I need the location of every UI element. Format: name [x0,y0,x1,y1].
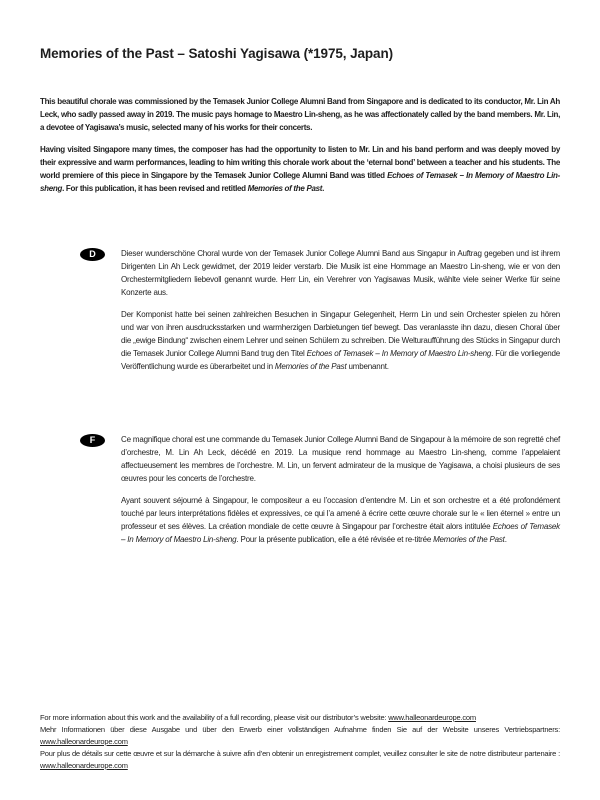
text-segment: . For this publication, it has been revised and retitled [62,184,248,193]
text-segment: . Pour la présente publication, elle a été révisée et re-titrée [236,535,434,544]
footer-english-line [40,712,560,724]
work-title-italic: Echoes of Temasek – In Memory of Maestro Lin-sheng [121,522,560,544]
text-segment: Pour plus de détails sur cette œuvre et sur la démarche à suivre afin d’en obtenir un enregistrement complet, veuillez consulter le site de notre distributeur partenaire : [40,749,560,758]
work-title-italic: Echoes of Temasek – In Memory of Maestro Lin-sheng [40,171,560,193]
german-paragraph-2 [121,308,560,373]
language-badge-french [80,434,105,447]
work-title-italic: Memories of the Past [247,184,323,193]
german-text-column [121,247,560,373]
french-text-column [121,433,560,546]
text-segment: Mehr Informationen über diese Ausgabe und über den Erwerb einer vollständigen Aufnahme finden Sie auf der Website unseres Vertriebspartners: [40,725,560,734]
footer-french-line [40,748,560,772]
english-paragraph-2 [40,143,560,195]
footer-german-line [40,724,560,748]
text-segment: . Für die vorliegende Veröffentlichung wurde es überarbeitet und in [121,349,560,371]
work-title-italic: Memories of the Past [433,535,505,544]
distributor-link-english[interactable]: www.halleonardeurope.com [388,713,476,722]
text-segment: For more information about this work and the availability of a full recording, please visit our distributor’s website: [40,713,389,722]
german-paragraph-1: Dieser wunderschöne Choral wurde von der Temasek Junior College Alumni Band aus Singapur in Auftrag gegeben und ist ihrem Dirigenten Lin Ah Leck gewidmet, der 2019 leider verstarb. Die Musik ist eine Hommage an Maestro Lin-sheng, wie er von den Orchestermitgliedern liebevoll genannt wurde. Herr Lin, ein Verehrer von Yagisawas Musik, wählte viele seiner Werke für seine Konzerte aus. [121,249,560,297]
text-segment: Having visited Singapore many times, the composer has had the opportunity to listen to Mr. Lin and his band perform and was deeply moved by their expressive and warm performances, leading to him writing this chorale work about the ‘eternal bond’ between a teacher and his students. The world premiere of this piece in Singapore by the Temasek Junior College Alumni Band was titled [40,145,560,180]
german-section [80,247,560,373]
french-section [80,433,560,546]
page-title: Memories of the Past – Satoshi Yagisawa (*1975, Japan) [40,46,393,61]
text-segment: Der Komponist hatte bei seinen zahlreichen Besuchen in Singapur Gelegenheit, Herrn Lin und sein Orchester spielen zu hören und war von ihren ausdrucksstarken und warmherzigen Darbietungen tief bewegt. Das veranlasste ihn dazu, diesen Choral über die „ewige Bindung“ zwischen einem Lehrer und seinen Schülern zu schreiben. Die Welturaufführung des Stücks in Singapur durch die Temasek Junior College Alumni Band trug den Titel [121,310,560,358]
text-segment: . [322,184,325,193]
footer [40,712,560,772]
text-segment: Ayant souvent séjourné à Singapour, le compositeur a eu l’occasion d’entendre M. Lin et son orchestre et a été profondément touché par leurs interprétations fidèles et expressives, ce qui l’a amené à écrire cette œuvre chorale sur le « lien éternel » entre un professeur et ses élèves. La création mondiale de cette œuvre à Singapour par l’orchestre était alors intitulée [121,496,560,531]
work-title-italic: Echoes of Temasek – In Memory of Maestro Lin-sheng [306,349,492,358]
work-title-italic: Memories of the Past [274,362,347,371]
language-badge-french-letter: F [89,435,96,445]
language-badge-german [80,248,105,261]
french-paragraph-1: Ce magnifique choral est une commande du Temasek Junior College Alumni Band de Singapour à la mémoire de son regretté chef d’orchestre, M. Lin Ah Leck, décédé en 2019. La musique rend hommage au Maestro Lin-sheng, comme l’appelaient affectueusement les membres de l’orchestre. M. Lin, un fervent admirateur de la musique de Yagisawa, a choisi plusieurs de ses œuvres pour les concerts de l’orchestre. [121,435,560,483]
english-section [40,95,560,195]
text-segment: . [504,535,507,544]
english-paragraph-1: This beautiful chorale was commissioned by the Temasek Junior College Alumni Band from Singapore and is dedicated to its conductor, Mr. Lin Ah Leck, who sadly passed away in 2019. The music pays homage to Maestro Lin-sheng, as he was affectionately called by the band members. Mr. Lin, a devotee of Yagisawa’s music, selected many of his works for their concerts. [40,97,560,132]
text-segment: umbenannt. [346,362,389,371]
distributor-link-french[interactable]: www.halleonardeurope.com [40,761,128,770]
language-badge-german-letter: D [89,249,96,259]
french-paragraph-2 [121,494,560,546]
distributor-link-german[interactable]: www.halleonardeurope.com [40,737,128,746]
